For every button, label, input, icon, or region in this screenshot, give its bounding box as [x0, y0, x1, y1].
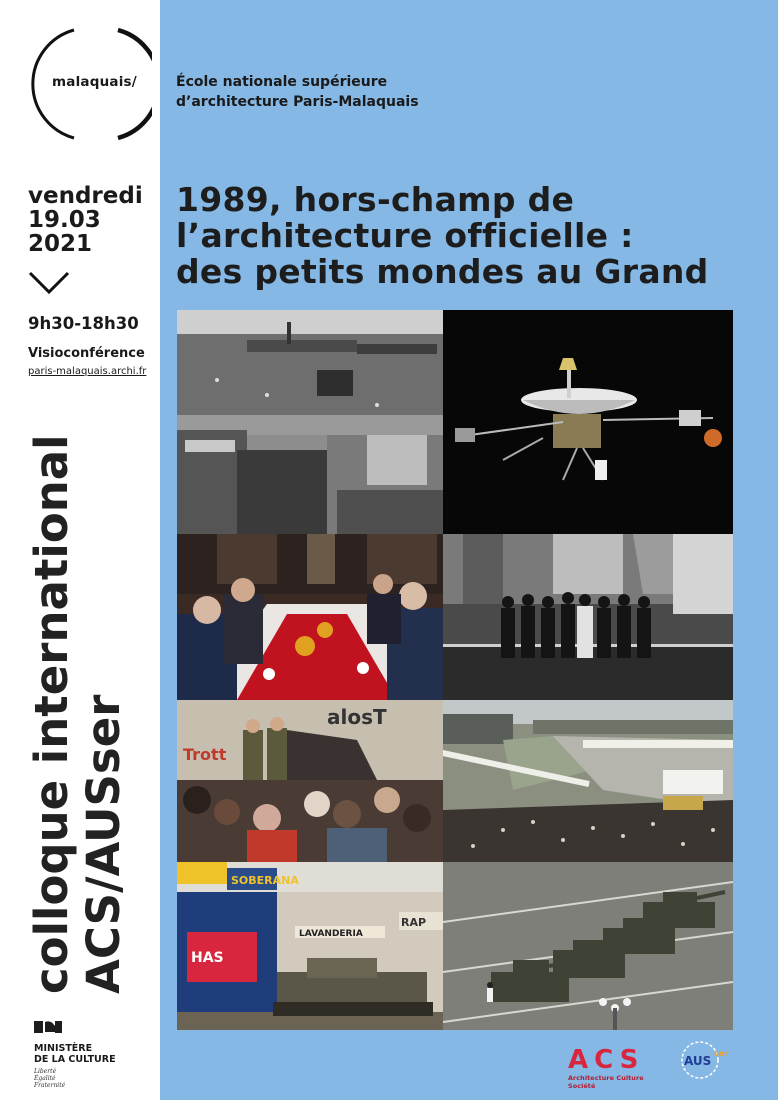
- berlin-wall-crowd-photo: [177, 700, 443, 862]
- title-line2: l’architecture officielle :: [176, 216, 634, 255]
- ministry-name-line1: MINISTÈRE: [34, 1043, 93, 1054]
- event-day: vendredi: [28, 183, 143, 209]
- marianne-icon: [34, 1021, 62, 1033]
- vertical-title-line2: ACS/AUSser: [77, 694, 130, 994]
- event-url-link[interactable]: paris-malaquais.archi.fr: [28, 366, 147, 377]
- ministry-name-line2: DE LA CULTURE: [34, 1054, 116, 1065]
- ministry-motto-2: Égalité: [34, 1075, 56, 1082]
- svg-text:alosT: alosT: [327, 705, 387, 729]
- berlin-wall-aerial-photo: [443, 700, 733, 862]
- ministry-motto-3: Fraternité: [34, 1082, 66, 1089]
- ausser-logo-text: AUS: [684, 1054, 712, 1068]
- event-date: [28, 184, 143, 256]
- ausser-logo-sup: ser: [714, 1049, 729, 1058]
- event-format: Visioconférence: [28, 346, 145, 361]
- title-line3: des petits mondes au Grand: [176, 252, 709, 291]
- title-line1: 1989, hors-champ de: [176, 180, 575, 219]
- vertical-title: [26, 434, 130, 994]
- svg-text:SOBERANA: SOBERANA: [231, 874, 299, 887]
- ministry-motto-1: Liberté: [34, 1068, 57, 1075]
- panama-tank-photo: [177, 862, 443, 1030]
- vertical-title-line1: colloque international: [25, 434, 78, 994]
- event-hours: 9h30-18h30: [28, 314, 139, 333]
- summit-dinner-photo: [177, 534, 443, 700]
- school-name: [176, 72, 419, 112]
- svg-text:HAS: HAS: [191, 950, 224, 966]
- acs-logo: [568, 1046, 664, 1090]
- school-name-line1: École nationale supérieure: [176, 74, 388, 90]
- school-name-line2: d’architecture Paris-Malaquais: [176, 94, 419, 110]
- chevron-down-icon: [28, 270, 70, 296]
- ministry-logo: [34, 1018, 154, 1089]
- voyager-probe-photo: [443, 310, 733, 534]
- page-title: [176, 182, 709, 290]
- logo-text: malaquais/: [52, 74, 137, 90]
- event-year: 2021: [28, 231, 93, 257]
- svg-text:Trott: Trott: [183, 745, 227, 764]
- ausser-logo-icon: [672, 1040, 736, 1080]
- acs-logo-text: ACS: [568, 1046, 645, 1070]
- venice-aerial-photo: [177, 310, 443, 534]
- svg-text:LAVANDERIA: LAVANDERIA: [299, 929, 363, 939]
- svg-text:RAP: RAP: [401, 916, 427, 929]
- event-date-value: 19.03: [28, 207, 101, 233]
- acs-logo-icon: [568, 1046, 664, 1070]
- acs-subtitle: Architecture Culture Société: [568, 1074, 644, 1090]
- leaders-group-photo: [443, 534, 733, 700]
- tiananmen-tanks-photo: [443, 862, 733, 1030]
